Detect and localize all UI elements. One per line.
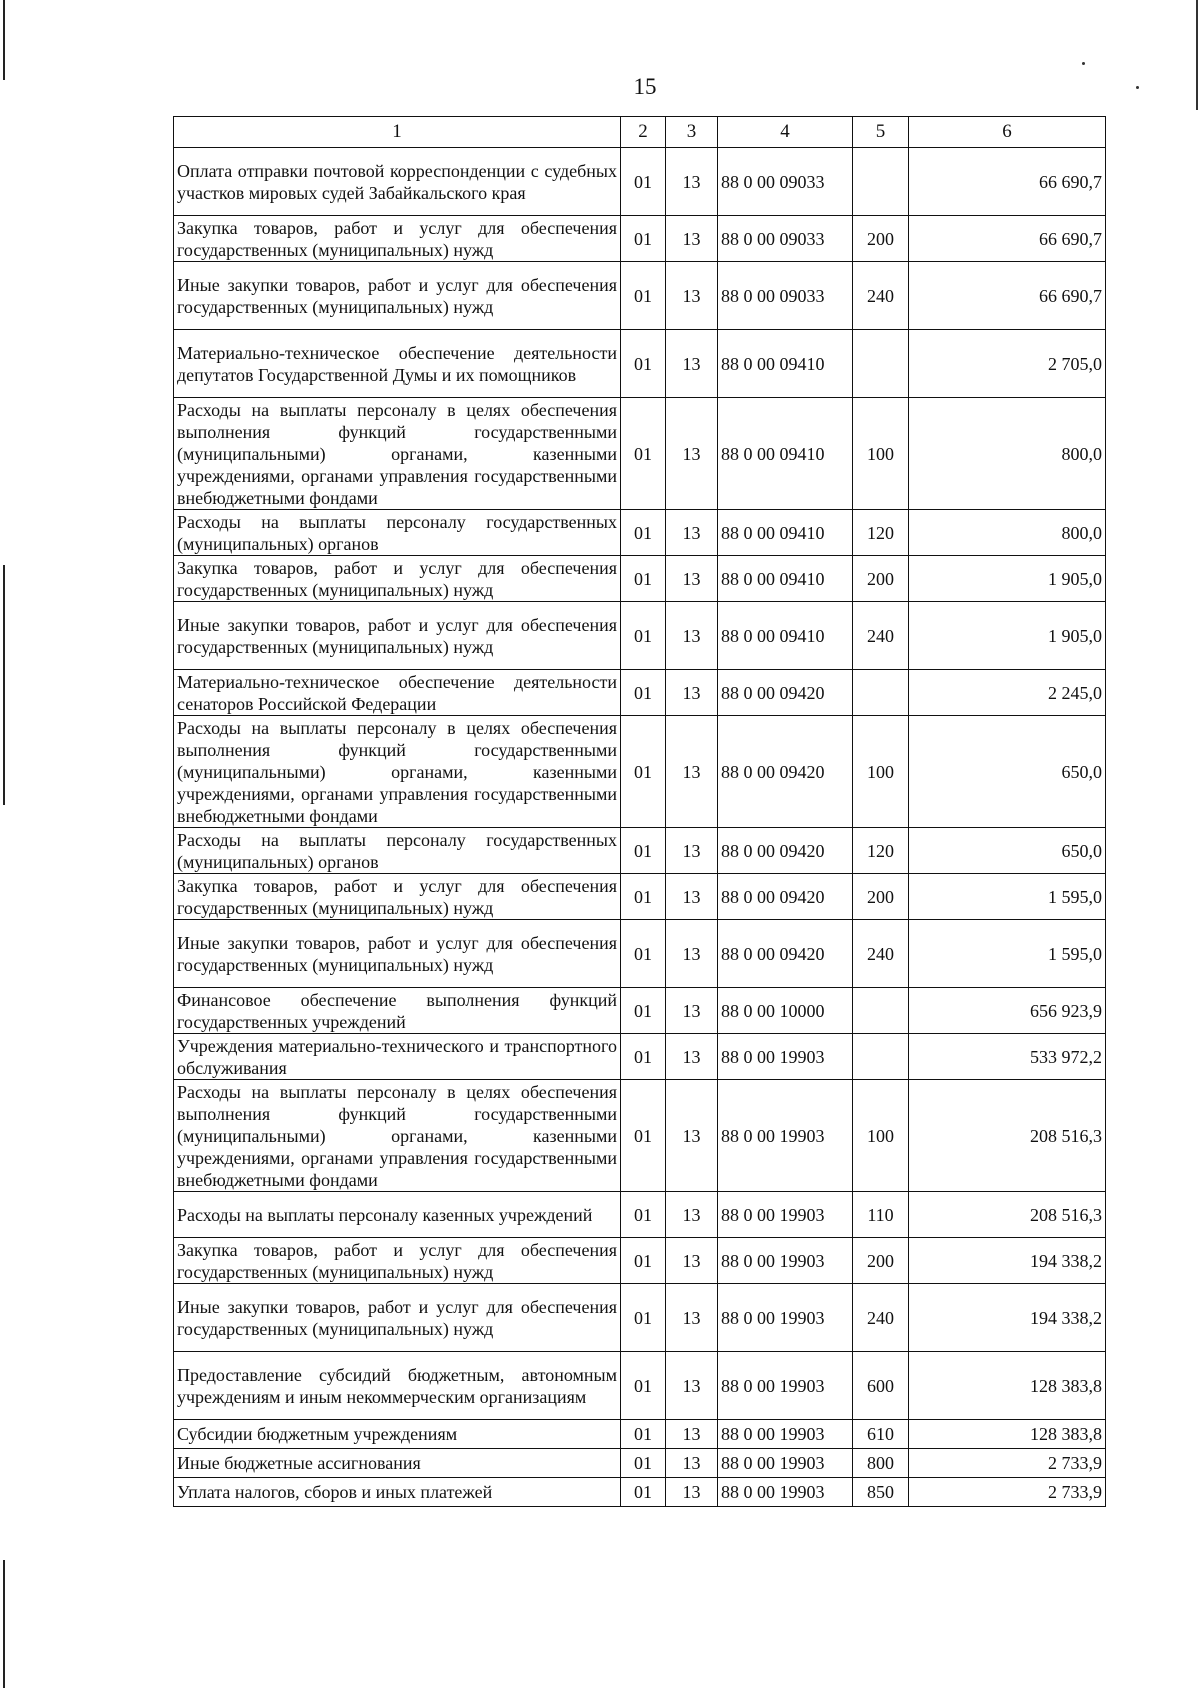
- row-target-article: 88 0 00 19903: [718, 1034, 853, 1080]
- row-subsection: 13: [666, 874, 718, 920]
- table-row: [174, 398, 1106, 510]
- table-row: [174, 148, 1106, 216]
- row-target-article: 88 0 00 09410: [718, 510, 853, 556]
- row-target-article: 88 0 00 19903: [718, 1284, 853, 1352]
- scan-edge-mark: [3, 565, 5, 805]
- row-subsection: 13: [666, 828, 718, 874]
- table-body: [174, 148, 1106, 1507]
- row-target-article: 88 0 00 19903: [718, 1420, 853, 1449]
- row-section: 01: [621, 1284, 666, 1352]
- row-name: Иные бюджетные ассигнования: [174, 1449, 621, 1478]
- row-expense-type: 240: [853, 262, 909, 330]
- header-col-1: 1: [174, 117, 621, 148]
- table-row: [174, 510, 1106, 556]
- row-name: Закупка товаров, работ и услуг для обеспечения государственных (муниципальных) нужд: [174, 216, 621, 262]
- row-name: Закупка товаров, работ и услуг для обеспечения государственных (муниципальных) нужд: [174, 1238, 621, 1284]
- row-amount: 128 383,8: [909, 1352, 1106, 1420]
- row-target-article: 88 0 00 09420: [718, 670, 853, 716]
- row-subsection: 13: [666, 670, 718, 716]
- row-section: 01: [621, 920, 666, 988]
- row-target-article: 88 0 00 19903: [718, 1449, 853, 1478]
- table-row: [174, 1284, 1106, 1352]
- row-subsection: 13: [666, 330, 718, 398]
- row-section: 01: [621, 216, 666, 262]
- row-name: Уплата налогов, сборов и иных платежей: [174, 1478, 621, 1507]
- row-expense-type: 240: [853, 1284, 909, 1352]
- scan-edge-mark: [3, 1560, 5, 1688]
- row-name: Расходы на выплаты персоналу государственных (муниципальных) органов: [174, 510, 621, 556]
- table-row: [174, 602, 1106, 670]
- row-expense-type: 600: [853, 1352, 909, 1420]
- row-target-article: 88 0 00 09420: [718, 920, 853, 988]
- row-subsection: 13: [666, 1420, 718, 1449]
- header-col-6: 6: [909, 117, 1106, 148]
- row-section: 01: [621, 874, 666, 920]
- row-expense-type: [853, 148, 909, 216]
- budget-table: [173, 116, 1106, 1507]
- row-section: 01: [621, 1192, 666, 1238]
- row-amount: 1 595,0: [909, 874, 1106, 920]
- row-name: Закупка товаров, работ и услуг для обеспечения государственных (муниципальных) нужд: [174, 874, 621, 920]
- row-amount: 194 338,2: [909, 1284, 1106, 1352]
- row-target-article: 88 0 00 09410: [718, 556, 853, 602]
- row-amount: 2 733,9: [909, 1449, 1106, 1478]
- row-section: 01: [621, 262, 666, 330]
- row-name: Оплата отправки почтовой корреспонденции с судебных участков мировых судей Забайкальского края: [174, 148, 621, 216]
- row-subsection: 13: [666, 716, 718, 828]
- row-subsection: 13: [666, 988, 718, 1034]
- row-expense-type: 100: [853, 1080, 909, 1192]
- row-subsection: 13: [666, 1238, 718, 1284]
- row-name: Учреждения материально-технического и транспортного обслуживания: [174, 1034, 621, 1080]
- row-section: 01: [621, 602, 666, 670]
- row-section: 01: [621, 988, 666, 1034]
- row-expense-type: 120: [853, 828, 909, 874]
- table-row: [174, 920, 1106, 988]
- row-target-article: 88 0 00 09410: [718, 398, 853, 510]
- scan-speck: [1082, 62, 1085, 65]
- row-expense-type: 200: [853, 556, 909, 602]
- row-expense-type: 100: [853, 398, 909, 510]
- row-subsection: 13: [666, 262, 718, 330]
- row-name: Закупка товаров, работ и услуг для обеспечения государственных (муниципальных) нужд: [174, 556, 621, 602]
- row-subsection: 13: [666, 1284, 718, 1352]
- row-subsection: 13: [666, 398, 718, 510]
- row-subsection: 13: [666, 1449, 718, 1478]
- row-section: 01: [621, 1352, 666, 1420]
- row-expense-type: 610: [853, 1420, 909, 1449]
- row-expense-type: 240: [853, 602, 909, 670]
- table-row: [174, 716, 1106, 828]
- row-amount: 128 383,8: [909, 1420, 1106, 1449]
- row-name: Расходы на выплаты персоналу в целях обеспечения выполнения функций государственными (муниципальными) органами, казенными учреждениями, органами управления государственными внебюджетными фондами: [174, 398, 621, 510]
- row-name: Иные закупки товаров, работ и услуг для обеспечения государственных (муниципальных) нужд: [174, 262, 621, 330]
- row-amount: 533 972,2: [909, 1034, 1106, 1080]
- row-target-article: 88 0 00 09420: [718, 828, 853, 874]
- row-name: Финансовое обеспечение выполнения функций государственных учреждений: [174, 988, 621, 1034]
- row-name: Расходы на выплаты персоналу в целях обеспечения выполнения функций государственными (муниципальными) органами, казенными учреждениями, органами управления государственными внебюджетными фондами: [174, 716, 621, 828]
- row-name: Материально-техническое обеспечение деятельности сенаторов Российской Федерации: [174, 670, 621, 716]
- row-name: Расходы на выплаты персоналу в целях обеспечения выполнения функций государственными (муниципальными) органами, казенными учреждениями, органами управления государственными внебюджетными фондами: [174, 1080, 621, 1192]
- row-expense-type: [853, 670, 909, 716]
- row-target-article: 88 0 00 09410: [718, 330, 853, 398]
- row-section: 01: [621, 1478, 666, 1507]
- row-subsection: 13: [666, 148, 718, 216]
- row-section: 01: [621, 398, 666, 510]
- row-amount: 66 690,7: [909, 148, 1106, 216]
- table-row: [174, 1478, 1106, 1507]
- row-target-article: 88 0 00 09033: [718, 262, 853, 330]
- row-expense-type: 200: [853, 874, 909, 920]
- row-amount: 194 338,2: [909, 1238, 1106, 1284]
- row-subsection: 13: [666, 216, 718, 262]
- row-target-article: 88 0 00 09033: [718, 216, 853, 262]
- row-amount: 1 905,0: [909, 556, 1106, 602]
- table-header-row: [174, 117, 1106, 148]
- table-row: [174, 330, 1106, 398]
- row-section: 01: [621, 510, 666, 556]
- row-expense-type: 200: [853, 216, 909, 262]
- table-row: [174, 1192, 1106, 1238]
- row-name: Предоставление субсидий бюджетным, автономным учреждениям и иным некоммерческим организациям: [174, 1352, 621, 1420]
- row-name: Материально-техническое обеспечение деятельности депутатов Государственной Думы и их помощников: [174, 330, 621, 398]
- table-row: [174, 556, 1106, 602]
- table-row: [174, 1238, 1106, 1284]
- row-subsection: 13: [666, 1352, 718, 1420]
- row-target-article: 88 0 00 19903: [718, 1238, 853, 1284]
- table-row: [174, 828, 1106, 874]
- table-row: [174, 1034, 1106, 1080]
- table-row: [174, 216, 1106, 262]
- row-target-article: 88 0 00 19903: [718, 1352, 853, 1420]
- row-expense-type: [853, 330, 909, 398]
- row-target-article: 88 0 00 09033: [718, 148, 853, 216]
- row-expense-type: 850: [853, 1478, 909, 1507]
- row-section: 01: [621, 828, 666, 874]
- row-target-article: 88 0 00 10000: [718, 988, 853, 1034]
- row-section: 01: [621, 556, 666, 602]
- row-amount: 2 705,0: [909, 330, 1106, 398]
- row-name: Расходы на выплаты персоналу казенных учреждений: [174, 1192, 621, 1238]
- row-target-article: 88 0 00 09420: [718, 874, 853, 920]
- row-expense-type: [853, 988, 909, 1034]
- row-amount: 656 923,9: [909, 988, 1106, 1034]
- table-row: [174, 874, 1106, 920]
- row-amount: 1 595,0: [909, 920, 1106, 988]
- table-row: [174, 1080, 1106, 1192]
- row-amount: 800,0: [909, 398, 1106, 510]
- row-amount: 2 733,9: [909, 1478, 1106, 1507]
- row-name: Иные закупки товаров, работ и услуг для обеспечения государственных (муниципальных) нужд: [174, 602, 621, 670]
- row-amount: 66 690,7: [909, 216, 1106, 262]
- row-subsection: 13: [666, 1034, 718, 1080]
- row-expense-type: 800: [853, 1449, 909, 1478]
- row-section: 01: [621, 1238, 666, 1284]
- row-expense-type: 200: [853, 1238, 909, 1284]
- row-target-article: 88 0 00 09410: [718, 602, 853, 670]
- table-row: [174, 670, 1106, 716]
- row-name: Иные закупки товаров, работ и услуг для обеспечения государственных (муниципальных) нужд: [174, 920, 621, 988]
- row-section: 01: [621, 330, 666, 398]
- table-row: [174, 988, 1106, 1034]
- row-section: 01: [621, 670, 666, 716]
- row-expense-type: 120: [853, 510, 909, 556]
- header-col-5: 5: [853, 117, 909, 148]
- row-section: 01: [621, 1420, 666, 1449]
- row-subsection: 13: [666, 1192, 718, 1238]
- scan-edge-mark: [3, 0, 5, 80]
- row-section: 01: [621, 1034, 666, 1080]
- row-target-article: 88 0 00 19903: [718, 1192, 853, 1238]
- row-amount: 208 516,3: [909, 1080, 1106, 1192]
- row-subsection: 13: [666, 1080, 718, 1192]
- row-target-article: 88 0 00 09420: [718, 716, 853, 828]
- table-row: [174, 1420, 1106, 1449]
- row-amount: 650,0: [909, 828, 1106, 874]
- row-subsection: 13: [666, 602, 718, 670]
- row-expense-type: 100: [853, 716, 909, 828]
- row-amount: 66 690,7: [909, 262, 1106, 330]
- row-section: 01: [621, 1080, 666, 1192]
- table-row: [174, 1449, 1106, 1478]
- row-expense-type: 240: [853, 920, 909, 988]
- header-col-4: 4: [718, 117, 853, 148]
- row-name: Иные закупки товаров, работ и услуг для обеспечения государственных (муниципальных) нужд: [174, 1284, 621, 1352]
- row-subsection: 13: [666, 920, 718, 988]
- header-col-3: 3: [666, 117, 718, 148]
- header-col-2: 2: [621, 117, 666, 148]
- row-amount: 650,0: [909, 716, 1106, 828]
- table-row: [174, 1352, 1106, 1420]
- row-section: 01: [621, 1449, 666, 1478]
- row-section: 01: [621, 716, 666, 828]
- table-row: [174, 262, 1106, 330]
- row-target-article: 88 0 00 19903: [718, 1478, 853, 1507]
- row-amount: 2 245,0: [909, 670, 1106, 716]
- row-amount: 800,0: [909, 510, 1106, 556]
- page-number: 15: [633, 74, 657, 99]
- row-name: Субсидии бюджетным учреждениям: [174, 1420, 621, 1449]
- row-target-article: 88 0 00 19903: [718, 1080, 853, 1192]
- row-name: Расходы на выплаты персоналу государственных (муниципальных) органов: [174, 828, 621, 874]
- row-amount: 208 516,3: [909, 1192, 1106, 1238]
- row-subsection: 13: [666, 510, 718, 556]
- row-amount: 1 905,0: [909, 602, 1106, 670]
- row-section: 01: [621, 148, 666, 216]
- row-subsection: 13: [666, 1478, 718, 1507]
- row-expense-type: 110: [853, 1192, 909, 1238]
- row-subsection: 13: [666, 556, 718, 602]
- row-expense-type: [853, 1034, 909, 1080]
